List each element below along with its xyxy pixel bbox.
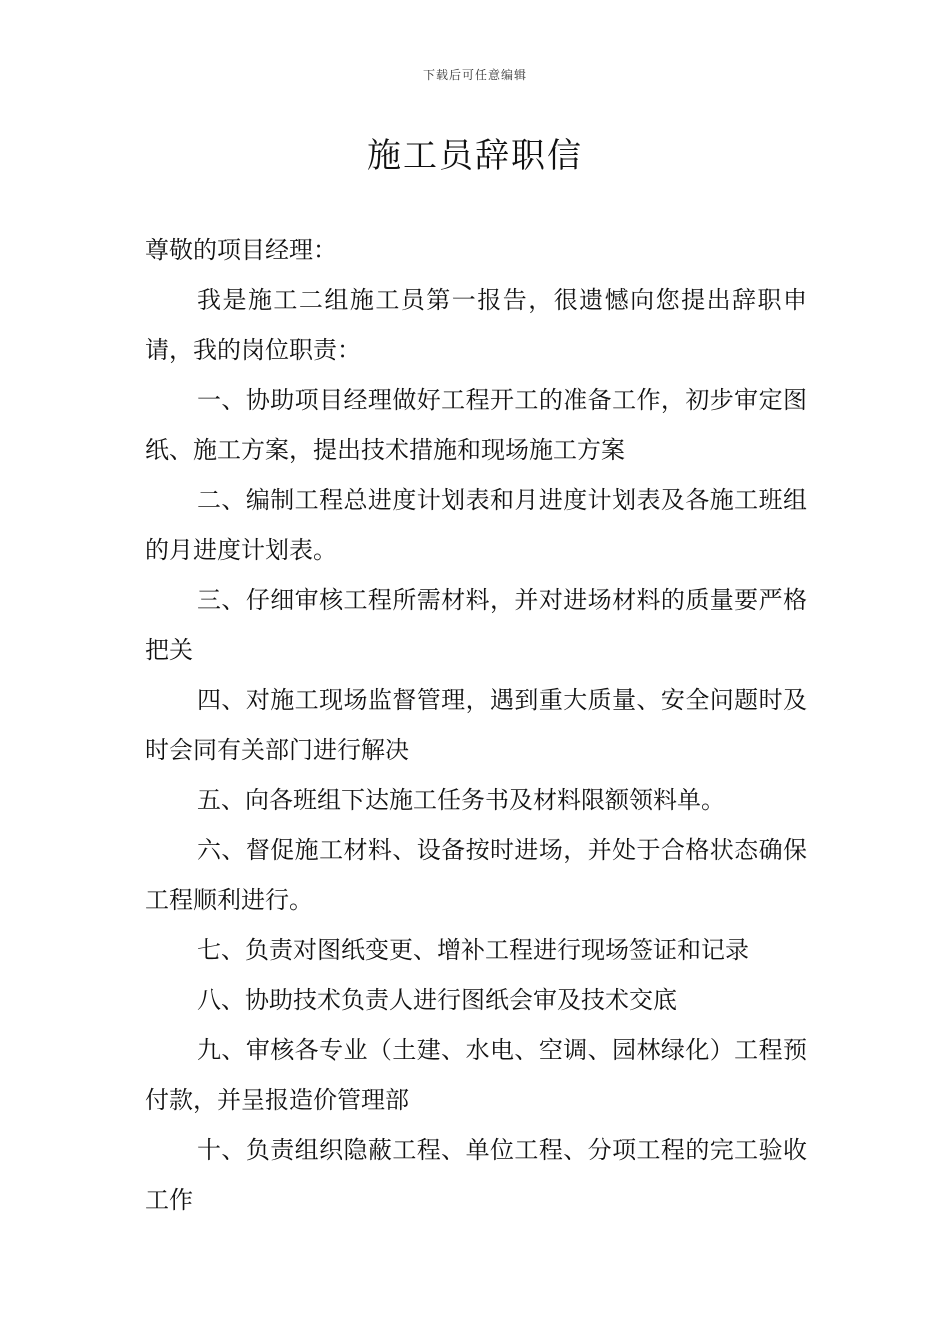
document-title: 施工员辞职信	[367, 136, 583, 176]
duty-item-9: 九、审核各专业（土建、水电、空调、园林绿化）工程预付款，并呈报造价管理部	[145, 1036, 807, 1114]
header-note: 下载后可任意编辑	[422, 68, 527, 82]
intro-paragraph: 我是施工二组施工员第一报告，很遗憾向您提出辞职申请，我的岗位职责：	[145, 286, 807, 364]
duty-item-6: 六、督促施工材料、设备按时进场，并处于合格状态确保工程顺利进行。	[145, 836, 807, 914]
duty-item-8: 八、协助技术负责人进行图纸会审及技术交底	[197, 986, 677, 1014]
duty-item-5: 五、向各班组下达施工任务书及材料限额领料单。	[197, 786, 725, 814]
letter-body	[145, 225, 807, 1225]
salutation: 尊敬的项目经理：	[145, 236, 337, 264]
duty-item-4: 四、对施工现场监督管理，遇到重大质量、安全问题时及时会同有关部门进行解决	[145, 686, 807, 764]
duty-item-1: 一、协助项目经理做好工程开工的准备工作，初步审定图纸、施工方案，提出技术措施和现场施工方案	[145, 386, 807, 464]
duty-item-10: 十、负责组织隐蔽工程、单位工程、分项工程的完工验收工作	[145, 1136, 807, 1214]
duty-item-2: 二、编制工程总进度计划表和月进度计划表及各施工班组的月进度计划表。	[145, 486, 807, 564]
duty-item-3: 三、仔细审核工程所需材料，并对进场材料的质量要严格把关	[145, 586, 807, 664]
duty-item-7: 七、负责对图纸变更、增补工程进行现场签证和记录	[197, 936, 749, 964]
